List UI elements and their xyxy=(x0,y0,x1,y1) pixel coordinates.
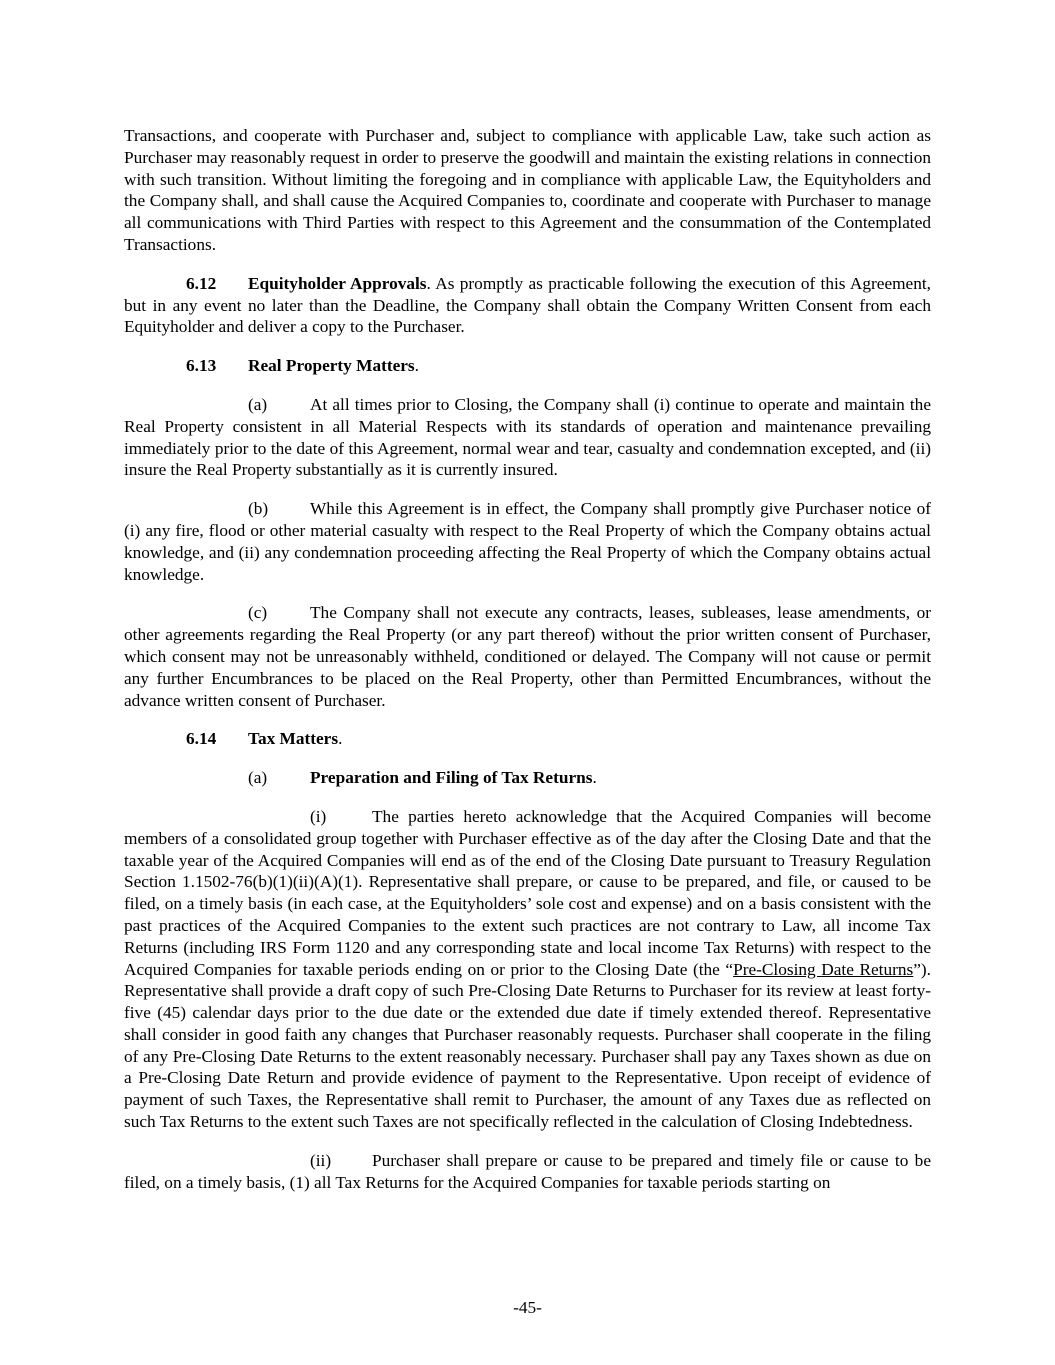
clause-label: (b) xyxy=(248,499,269,519)
clause-label: (ii) xyxy=(310,1150,332,1170)
clause-title: Preparation and Filing of Tax Returns xyxy=(310,768,593,788)
clause-label: (c) xyxy=(248,603,268,623)
section-title: Real Property Matters xyxy=(248,356,415,376)
title-period: . xyxy=(592,768,597,788)
clause-text-part-2: ”). Representative shall provide a draft copy of such Pre-Closing Date Returns to Purchaser for its review at least forty-five (45) calendar days prior to the due date or the extended due date if timely extended thereof. Representative shall consider in good faith any changes that Purchaser reasonably requests. Purchaser shall cooperate in the filing of any Pre-Closing Date Returns to the extent reasonably necessary. Purchaser shall pay any Taxes shown as due on a Pre-Closing Date Return and provide evidence of payment to the Representative. Upon receipt of evidence of payment of such Taxes, the Representative shall remit to Purchaser, the amount of any Taxes due as reflected on such Tax Returns to the extent such Taxes are not specifically reflected in the calculation of Closing Indebtedness. xyxy=(124,959,931,1132)
section-number: 6.14 xyxy=(186,729,217,749)
page-number: -45- xyxy=(513,1298,542,1317)
clause-text: At all times prior to Closing, the Company shall (i) continue to operate and maintain the Real Property consistent in all Material Respects with its standards of operation and maintenance prevailing immediately prior to the date of this Agreement, normal wear and tear, casualty and condemnation excepted, and (ii) insure the Real Property substantially as it is currently insured. xyxy=(124,394,931,480)
section-title: Tax Matters xyxy=(248,729,339,749)
section-6-13-c-paragraph xyxy=(124,602,931,711)
defined-term: Pre-Closing Date Returns xyxy=(733,959,914,979)
section-6-14-a-i-paragraph xyxy=(124,806,931,1133)
section-6-12-paragraph xyxy=(124,273,931,338)
clause-text: While this Agreement is in effect, the Company shall promptly give Purchaser notice of (i) any fire, flood or other material casualty with respect to the Real Property of which the Company obtains actual knowledge, and (ii) any condemnation proceeding affecting the Real Property of which the Company obtains actual knowledge. xyxy=(124,499,931,584)
document-page xyxy=(124,125,931,1210)
section-6-13-a-paragraph xyxy=(124,394,931,481)
section-number: 6.13 xyxy=(186,356,217,376)
title-period: . xyxy=(414,356,419,376)
section-6-14-a-ii-paragraph xyxy=(124,1150,931,1194)
clause-label: (i) xyxy=(310,806,327,826)
section-6-13-b-paragraph xyxy=(124,498,931,585)
continuation-paragraph: Transactions, and cooperate with Purchaser and, subject to compliance with applicable Law, take such action as Purchaser may reasonably request in order to preserve the goodwill and maintain the existing relations in connection with such transition. Without limiting the foregoing and in compliance with applicable Law, the Equityholders and the Company shall, and shall cause the Acquired Companies to, coordinate and cooperate with Purchaser to manage all communications with Third Parties with respect to this Agreement and the consummation of the Contemplated Transactions. xyxy=(124,126,931,254)
clause-label: (a) xyxy=(248,768,268,788)
section-6-13-heading xyxy=(124,355,931,377)
clause-label: (a) xyxy=(248,394,268,414)
section-title: Equityholder Approvals xyxy=(248,273,427,293)
section-number: 6.12 xyxy=(186,273,217,293)
title-period: . xyxy=(338,729,343,749)
clause-text: Purchaser shall prepare or cause to be prepared and timely file or cause to be filed, on a timely basis, (1) all Tax Returns for the Acquired Companies for taxable periods starting on xyxy=(124,1150,931,1192)
section-6-14-a-heading xyxy=(124,767,931,789)
title-period: . xyxy=(426,273,431,293)
clause-text-part-1: The parties hereto acknowledge that the Acquired Companies will become members of a consolidated group together with Purchaser effective as of the day after the Closing Date and that the taxable year of the Acquired Companies will end as of the end of the Closing Date pursuant to Treasury Regulation Section 1.1502-76(b)(1)(ii)(A)(1). Representative shall prepare, or cause to be prepared, and file, or caused to be filed, on a timely basis (in each case, at the Equityholders’ sole cost and expense) and on a basis consistent with the past practices of the Acquired Companies to the extent such practices are not contrary to Law, all income Tax Returns (including IRS Form 1120 and any corresponding state and local income Tax Returns) with respect to the Acquired Companies for taxable periods ending on or prior to the Closing Date (the “ xyxy=(124,806,931,979)
section-text: As promptly as practicable following the execution of this Agreement, but in any event no later than the Deadline, the Company shall obtain the Company Written Consent from each Equityholder and deliver a copy to the Purchaser. xyxy=(124,273,931,337)
section-6-14-heading xyxy=(124,728,931,750)
clause-text: The Company shall not execute any contracts, leases, subleases, lease amendments, or other agreements regarding the Real Property (or any part thereof) without the prior written consent of Purchaser, which consent may not be unreasonably withheld, conditioned or delayed. The Company will not cause or permit any further Encumbrances to be placed on the Real Property, other than Permitted Encumbrances, without the advance written consent of Purchaser. xyxy=(124,603,931,710)
